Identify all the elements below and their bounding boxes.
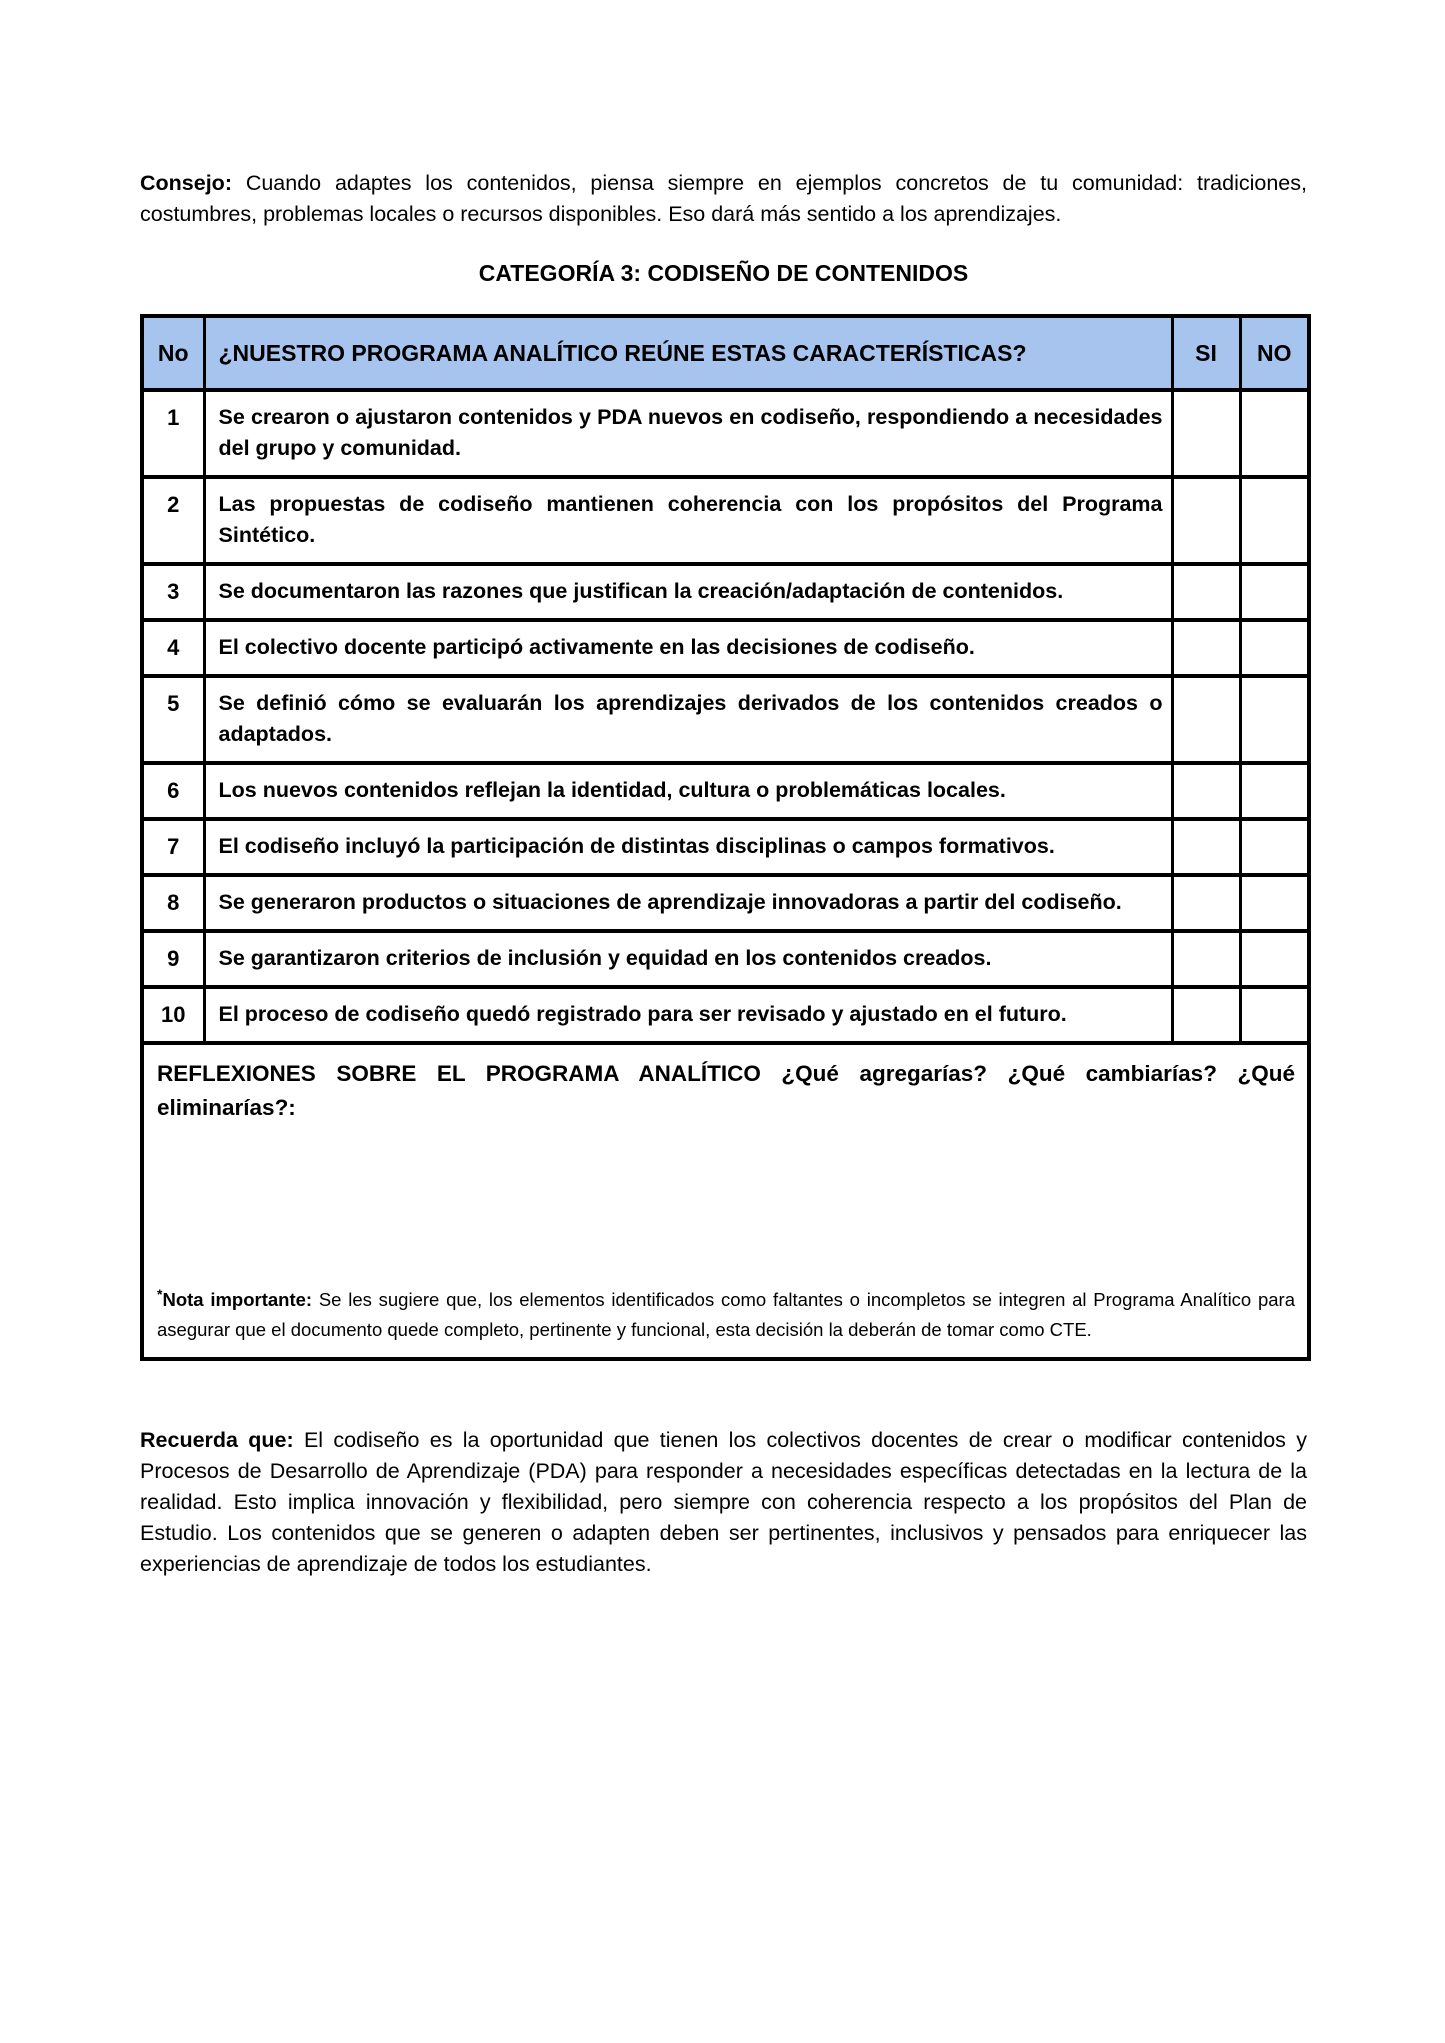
table-row [142,390,1309,477]
recuerda-text: El codiseño es la oportunidad que tienen los colectivos docentes de crear o modificar contenidos y Procesos de Desarrollo de Aprendizaje (PDA) para responder a necesidades específicas detectadas en la lectura de la realidad. Esto implica innovación y flexibilidad, pero siempre con coherencia respecto a los propósitos del Plan de Estudio. Los contenidos que se generen o adapten deben ser pertinentes, inclusivos y pensados para enriquecer las experiencias de aprendizaje de todos los estudiantes. [140,1428,1307,1576]
note-label: Nota importante: [162,1289,313,1310]
row-number: 1 [142,390,204,477]
no-answer-cell[interactable] [1240,763,1309,819]
col-header-no: No [142,316,204,390]
row-question: Se crearon o ajustaron contenidos y PDA nuevos en codiseño, respondiendo a necesidades del grupo y comunidad. [204,390,1172,477]
row-number: 7 [142,819,204,875]
table-row [142,620,1309,676]
row-question: El colectivo docente participó activamente en las decisiones de codiseño. [204,620,1172,676]
row-question: Se documentaron las razones que justifican la creación/adaptación de contenidos. [204,564,1172,620]
row-question: Las propuestas de codiseño mantienen coherencia con los propósitos del Programa Sintético. [204,477,1172,564]
no-answer-cell[interactable] [1240,676,1309,763]
si-answer-cell[interactable] [1172,763,1240,819]
reflections-row [142,1043,1309,1359]
row-number: 9 [142,931,204,987]
si-answer-cell[interactable] [1172,987,1240,1043]
row-number: 3 [142,564,204,620]
si-answer-cell[interactable] [1172,819,1240,875]
reflections-answer-area[interactable] [157,1125,1295,1285]
row-question: Los nuevos contenidos reflejan la identidad, cultura o problemáticas locales. [204,763,1172,819]
consejo-label: Consejo: [140,171,232,195]
si-answer-cell[interactable] [1172,564,1240,620]
row-number: 2 [142,477,204,564]
si-answer-cell[interactable] [1172,931,1240,987]
checklist-table [140,314,1311,1361]
table-row [142,477,1309,564]
col-header-question: ¿NUESTRO PROGRAMA ANALÍTICO REÚNE ESTAS CARACTERÍSTICAS? [204,316,1172,390]
table-row [142,987,1309,1043]
table-row [142,763,1309,819]
row-question: El codiseño incluyó la participación de distintas disciplinas o campos formativos. [204,819,1172,875]
row-number: 6 [142,763,204,819]
no-answer-cell[interactable] [1240,620,1309,676]
table-row [142,931,1309,987]
table-row [142,564,1309,620]
recuerda-label: Recuerda que: [140,1428,294,1452]
no-answer-cell[interactable] [1240,819,1309,875]
col-header-no2: NO [1240,316,1309,390]
category-title: CATEGORÍA 3: CODISEÑO DE CONTENIDOS [478,260,969,286]
note-asterisk: * [157,1285,163,1302]
no-answer-cell[interactable] [1240,564,1309,620]
row-number: 4 [142,620,204,676]
row-number: 5 [142,676,204,763]
no-answer-cell[interactable] [1240,875,1309,931]
row-question: Se definió cómo se evaluarán los aprendizajes derivados de los contenidos creados o adaptados. [204,676,1172,763]
table-header-row [142,316,1309,390]
row-question: Se garantizaron criterios de inclusión y equidad en los contenidos creados. [204,931,1172,987]
row-question: Se generaron productos o situaciones de aprendizaje innovadoras a partir del codiseño. [204,875,1172,931]
row-number: 8 [142,875,204,931]
si-answer-cell[interactable] [1172,676,1240,763]
si-answer-cell[interactable] [1172,390,1240,477]
reflections-cell [142,1043,1309,1359]
no-answer-cell[interactable] [1240,931,1309,987]
row-question: El proceso de codiseño quedó registrado para ser revisado y ajustado en el futuro. [204,987,1172,1043]
table-row [142,676,1309,763]
row-number: 10 [142,987,204,1043]
table-row [142,875,1309,931]
recuerda-paragraph [140,1425,1307,1580]
important-note [157,1285,1295,1345]
note-text: Se les sugiere que, los elementos identificados como faltantes o incompletos se integren al Programa Analítico para asegurar que el documento quede completo, pertinente y funcional, esta decisión la deberán de tomar como CTE. [157,1289,1296,1340]
table-row [142,819,1309,875]
si-answer-cell[interactable] [1172,477,1240,564]
consejo-paragraph [140,168,1307,230]
si-answer-cell[interactable] [1172,875,1240,931]
consejo-text: Cuando adaptes los contenidos, piensa siempre en ejemplos concretos de tu comunidad: tradiciones, costumbres, problemas locales o recursos disponibles. Eso dará más sentido a los aprendizajes. [140,171,1307,226]
reflections-title: REFLEXIONES SOBRE EL PROGRAMA ANALÍTICO ¿Qué agregarías? ¿Qué cambiarías? ¿Qué eliminarías?: [157,1061,1295,1120]
no-answer-cell[interactable] [1240,390,1309,477]
no-answer-cell[interactable] [1240,987,1309,1043]
col-header-si: SI [1172,316,1240,390]
si-answer-cell[interactable] [1172,620,1240,676]
no-answer-cell[interactable] [1240,477,1309,564]
